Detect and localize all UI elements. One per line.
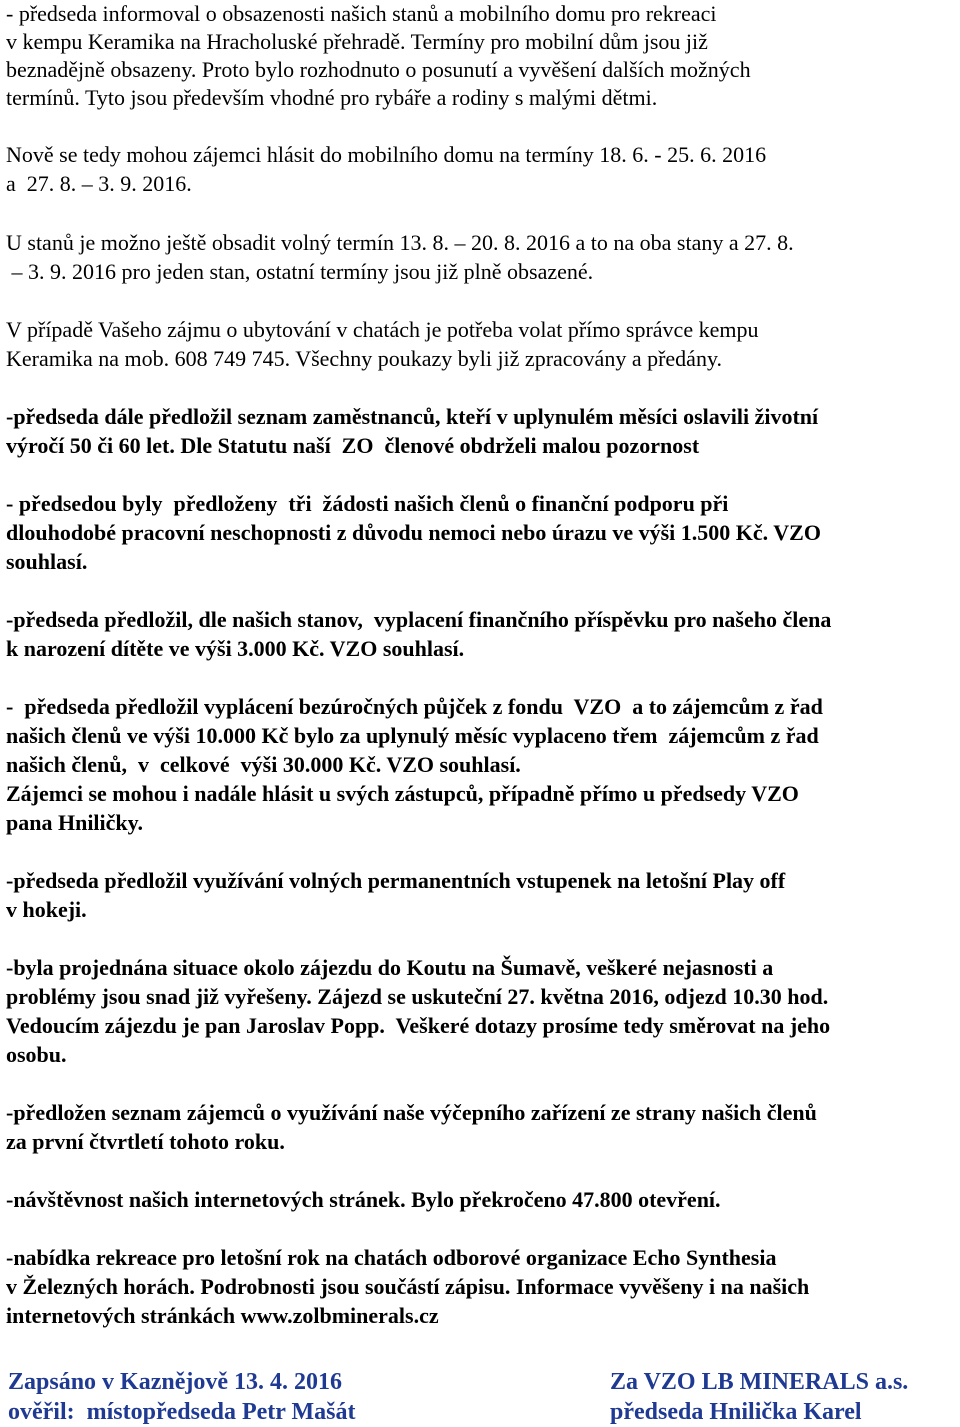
paragraph-financial-support	[6, 489, 956, 576]
verified-by: ověřil: místopředseda Petr Mašát	[8, 1399, 356, 1425]
text-line: výročí 50 či 60 let. Dle Statutu naší ZO členové obdrželi malou pozornost	[6, 433, 700, 458]
text-line: za první čtvrtletí tohoto roku.	[6, 1129, 285, 1154]
paragraph-anniversaries	[6, 402, 956, 460]
text-line: beznadějně obsazeny. Proto bylo rozhodnuto o posunutí a vyvěšení dalších možných	[6, 57, 751, 82]
text-line: Keramika na mob. 608 749 745. Všechny poukazy byli již zpracovány a předány.	[6, 346, 723, 371]
text-line: pana Hniličky.	[6, 810, 143, 835]
organization-block	[610, 1367, 908, 1427]
paragraph-website-visits	[6, 1185, 956, 1214]
document-body	[6, 0, 956, 1330]
text-line: U stanů je možno ještě obsadit volný termín 13. 8. – 20. 8. 2016 a to na oba stany a 27. 8.	[6, 230, 794, 255]
text-line: -předseda dále předložil seznam zaměstnanců, kteří v uplynulém měsíci oslavili životní	[6, 404, 819, 429]
paragraph-mobile-home-info	[6, 0, 956, 112]
recorded-place-date: Zapsáno v Kaznějově 13. 4. 2016	[8, 1369, 343, 1395]
text-line: Nově se tedy mohou zájemci hlásit do mobilního domu na termíny 18. 6. - 25. 6. 2016	[6, 142, 767, 167]
text-line: v Železných horách. Podrobnosti jsou součástí zápisu. Informace vyvěšeny i na našich	[6, 1274, 810, 1299]
text-line: -návštěvnost našich internetových stránek. Bylo překročeno 47.800 otevření.	[6, 1187, 721, 1212]
text-line: -byla projednána situace okolo zájezdu do Koutu na Šumavě, veškeré nejasnosti a	[6, 955, 774, 980]
text-line: dlouhodobé pracovní neschopnosti z důvodu nemoci nebo úrazu ve výši 1.500 Kč. VZO	[6, 520, 821, 545]
text-line: k narození dítěte ve výši 3.000 Kč. VZO souhlasí.	[6, 636, 465, 661]
text-line: -předseda předložil, dle našich stanov, vyplacení finančního příspěvku pro našeho člena	[6, 607, 832, 632]
text-line: našich členů, v celkové výši 30.000 Kč. VZO souhlasí.	[6, 752, 521, 777]
text-line: osobu.	[6, 1042, 67, 1067]
text-line: V případě Vašeho zájmu o ubytování v chatách je potřeba volat přímo správce kempu	[6, 317, 759, 342]
paragraph-cabin-booking	[6, 315, 956, 373]
text-line: -předseda předložil využívání volných permanentních vstupenek na letošní Play off	[6, 868, 786, 893]
text-line: - předsedou byly předloženy tři žádosti našich členů o finanční podporu při	[6, 491, 729, 516]
text-line: -předložen seznam zájemců o využívání naše výčepního zařízení ze strany našich členů	[6, 1100, 817, 1125]
paragraph-tap-equipment	[6, 1098, 956, 1156]
chairman-name: předseda Hnilička Karel	[610, 1399, 862, 1425]
text-line: -nabídka rekreace pro letošní rok na chatách odborové organizace Echo Synthesia	[6, 1245, 777, 1270]
text-line: našich členů ve výši 10.000 Kč bylo za uplynulý měsíc vyplaceno třem zájemcům z řad	[6, 723, 819, 748]
text-line: internetových stránkách www.zolbminerals.cz	[6, 1303, 439, 1328]
text-line: problémy jsou snad již vyřešeny. Zájezd se uskuteční 27. května 2016, odjezd 10.30 hod.	[6, 984, 829, 1009]
paragraph-tent-dates	[6, 228, 956, 286]
paragraph-mobile-home-dates	[6, 140, 956, 198]
text-line: v kempu Keramika na Hracholuské přehradě. Termíny pro mobilní dům jsou již	[6, 29, 708, 54]
paragraph-recreation-offer	[6, 1243, 956, 1330]
paragraph-trip-sumava	[6, 953, 956, 1069]
text-line: Zájemci se mohou i nadále hlásit u svých zástupců, případně přímo u předsedy VZO	[6, 781, 799, 806]
text-line: - předseda předložil vyplácení bezúročných půjček z fondu VZO a to zájemcům z řad	[6, 694, 823, 719]
paragraph-birth-contribution	[6, 605, 956, 663]
text-line: souhlasí.	[6, 549, 88, 574]
text-line: termínů. Tyto jsou především vhodné pro rybáře a rodiny s malými dětmi.	[6, 85, 658, 110]
paragraph-hockey-tickets	[6, 866, 956, 924]
text-line: v hokeji.	[6, 897, 87, 922]
organization-name: Za VZO LB MINERALS a.s.	[610, 1369, 909, 1395]
recorded-by-block	[8, 1367, 355, 1427]
text-line: a 27. 8. – 3. 9. 2016.	[6, 171, 192, 196]
text-line: - předseda informoval o obsazenosti našich stanů a mobilního domu pro rekreaci	[6, 1, 717, 26]
text-line: Vedoucím zájezdu je pan Jaroslav Popp. Veškeré dotazy prosíme tedy směrovat na jeho	[6, 1013, 831, 1038]
text-line: – 3. 9. 2016 pro jeden stan, ostatní termíny jsou již plně obsazené.	[6, 259, 594, 284]
paragraph-interest-free-loans	[6, 692, 956, 837]
